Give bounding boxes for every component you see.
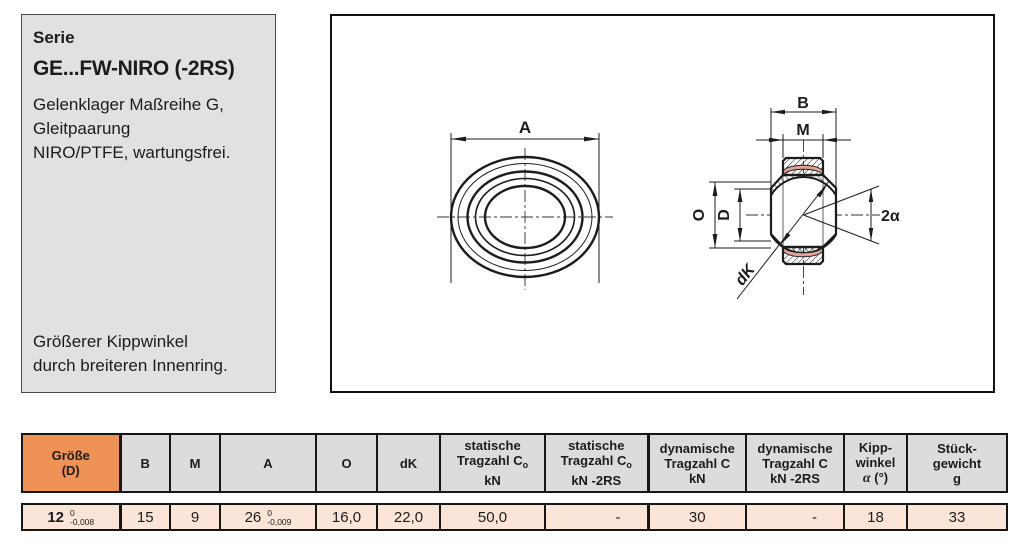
header-dynamische-2rs: dynamische Tragzahl C kN -2RS: [746, 434, 844, 492]
series-label: Serie: [33, 28, 75, 47]
cell-o: 16,0: [316, 504, 377, 530]
description-line: NIRO/PTFE, wartungsfrei.: [33, 143, 231, 162]
series-note: [33, 330, 228, 378]
header-dk: dK: [377, 434, 440, 492]
header-b: B: [120, 434, 170, 492]
description-line: Gleitpaarung: [33, 119, 131, 138]
cell-m: 9: [170, 504, 220, 530]
header-groesse: Größe (D): [22, 434, 120, 492]
label-m: M: [796, 122, 810, 139]
cell-size: 12 0 -0,008: [22, 504, 120, 530]
label-a: A: [518, 118, 532, 137]
label-d: D: [716, 209, 733, 221]
drawing-frame: [330, 14, 995, 393]
front-view: [437, 118, 613, 290]
description-line: Gelenklager Maßreihe G,: [33, 95, 224, 114]
dimension-m: [756, 122, 851, 158]
label-two-alpha: 2α: [881, 208, 900, 225]
dimensions-table: [21, 433, 1008, 531]
label-dk: dK: [732, 261, 759, 289]
cell-dynamische: 30: [648, 504, 746, 530]
cell-statische: 50,0: [440, 504, 545, 530]
cell-a: 26 0 -0,009: [220, 504, 316, 530]
cell-kippwinkel: 18: [844, 504, 907, 530]
note-line: durch breiteren Innenring.: [33, 356, 228, 375]
bearing-drawing: [332, 16, 993, 391]
series-title: GE...FW-NIRO (-2RS): [33, 57, 235, 80]
cell-b: 15: [120, 504, 170, 530]
header-statische-2rs: statische Tragzahl $C_o$ kN -2RS: [545, 434, 648, 492]
header-a: A: [220, 434, 316, 492]
header-o: O: [316, 434, 377, 492]
header-kippwinkel: Kipp- winkel α (°): [844, 434, 907, 492]
cell-dynamische-2rs: -: [746, 504, 844, 530]
table-row: [22, 504, 1007, 530]
header-statische: statische Tragzahl $C_o$ kN: [440, 434, 545, 492]
cell-stueckgewicht: 33: [907, 504, 1007, 530]
series-description: [33, 93, 264, 165]
header-dynamische: dynamische Tragzahl C kN: [648, 434, 746, 492]
cell-statische-2rs: -: [545, 504, 648, 530]
table-header: [21, 433, 1008, 493]
table-body: [21, 503, 1008, 531]
cell-dk: 22,0: [377, 504, 440, 530]
label-o: O: [691, 208, 708, 222]
label-b: B: [797, 95, 809, 112]
note-line: Größerer Kippwinkel: [33, 332, 188, 351]
series-panel: [21, 14, 276, 393]
header-m: M: [170, 434, 220, 492]
header-stueckgewicht: Stück- gewicht g: [907, 434, 1007, 492]
section-view: [691, 95, 900, 299]
